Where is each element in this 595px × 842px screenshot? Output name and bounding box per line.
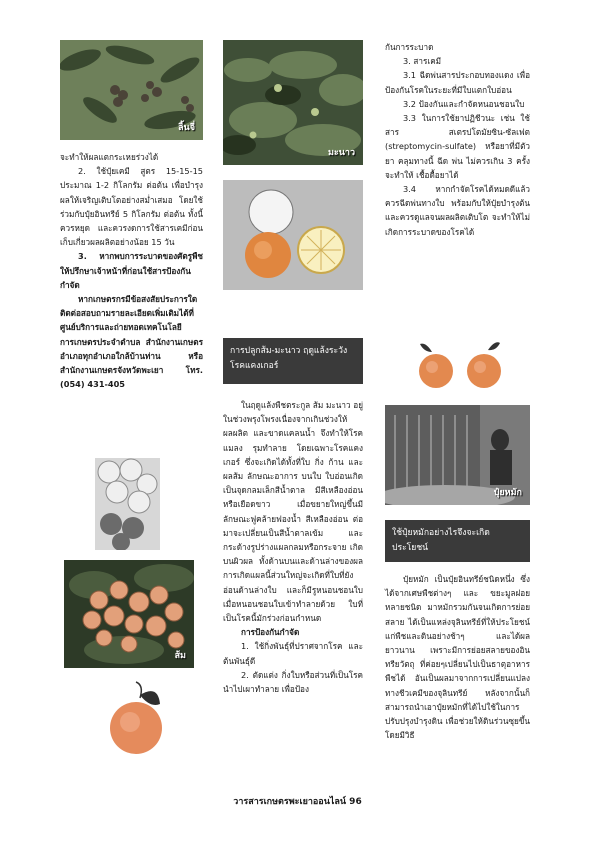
paragraph: 1. ใช้กิ่งพันธุ์ที่ปราศจากโรค และต้นพันธุ์ดี (223, 641, 363, 666)
paragraph: 3.3 ในการใช้ยาปฏิชีวนะ เช่น ใช้สาร สเตรปโตมัยซิน-ซัลเฟต (streptomycin-sulfate) หรือยาที่มีตัวยา คลุมทางนี้ ฉีด พ่น ไม่ควรเกิน 3 ครั้ง จะทำให้ เชื้อดื้อยาได้ (385, 113, 530, 180)
column-3-text-top (385, 40, 530, 239)
lime-plant-photo (223, 40, 363, 165)
orange-caption: ส้ม (174, 651, 186, 661)
paragraph: 3. สารเคมี (403, 56, 442, 67)
paragraph: 3. หากพบการระบาดของศัตรูพืช ให้ปรึกษาเจ้าหน้าที่ก่อนใช้สารป้องกันกำจัด (60, 251, 203, 290)
paragraph: จะทำให้ผลแตกระเหยร่วงได้ (60, 152, 159, 162)
lychee-caption: ลิ้นจี่ (178, 123, 195, 133)
paragraph: ในฤดูแล้งพืชตระกูล ส้ม มะนาว อยู่ในช่วงพรุงโพรงเนื่องจากเกินช่วงให้ผลผลิต และขาดแคลนน้ำ จึงทำให้โรค แมลง รุมทำลาย โดยเฉพาะโรคแคงเกอร์ ซึ่งจะเกิดได้ทั้งที่ใบ กิ่ง ก้าน และผลส้ม ลักษณะอาการ บนใบ ใบอ่อนเกิดเป็นจุดกลมเล็กสีน้ำตาล มีสีเหลืองอ่อนหรือเยือดขาว เมื่อขยายใหญ่ขึ้นมีลักษณะฟูคล้ายฟองน้ำ สีเหลืองอ่อน ต่อมาจะเปลี่ยนเป็นสีน้ำตาลเข้ม และกระด้างรูปร่างแผลกลมหรือกระจาย เกิดบนผิวผล ทั้งด้านบนและด้านล่างของผล การเกิดแผลนี้ส่วนใหญ่จะเกิดที่ใบที่ยังอ่อนด้านล่างใบ และก็มีรูหนอนชอนใบ เมื่อหนอนชอนใบเข้าทำลายด้วย ใบที่เป็นโรคนี้มักร่วงก่อนกำหนด (223, 400, 363, 624)
paragraph: 3.2 ป้องกันและกำจัดหนอนชอนใบ (403, 98, 525, 109)
lime-fruit-photo (223, 180, 363, 290)
paragraph: กันการระบาด (385, 42, 434, 52)
two-oranges-photo (410, 338, 510, 393)
lime-caption: มะนาว (327, 148, 355, 158)
single-orange-photo (100, 680, 175, 760)
orange-tree-photo (64, 560, 194, 668)
fruit-cluster-photo (95, 458, 160, 550)
section-banner-citrus: การปลูกส้ม-มะนาว ฤดูแล้งระวังโรคแคงเกอร์ (223, 338, 363, 384)
paragraph: 2. ใช้ปุ๋ยเคมี สูตร 15-15-15 ประมาณ 1-2 กิโลกรัม ต่อต้น เพื่อบำรุงผลให้เจริญเติบโตอย่างสม่ำเสมอ โดยใช้ร่วมกับปุ๋ยอินทรีย์ 5 กิโลกรัม ต่อต้น ทั้งนี้ ควรหยุด และควรงดการใช้สารเคมีก่อนเก็บเกี่ยวผลผลิตอย่างน้อย 15 วัน (60, 166, 203, 248)
column-2-text (223, 398, 363, 696)
page-footer: วารสารเกษตรพะเยาออนไลน์ 96 (233, 797, 362, 807)
compost-photo (385, 405, 530, 505)
lychee-photo (60, 40, 203, 140)
column-3-text-bottom (385, 572, 530, 742)
paragraph: 2. ตัดแต่ง กิ่งใบหรือส่วนที่เป็นโรคนำไปเผาทำลาย เพื่อป้อง (223, 669, 363, 695)
paragraph: 3.4 หากกำจัดโรคได้หมดดีแล้ว ควรฉีดพ่นทางใบ พร้อมกับให้ปุ๋ยบำรุงต้น และควรดูแลจนผลผลิตเติบโต จะทำให้ไม่เกิดการระบาดของโรคได้ (385, 184, 530, 237)
section-banner-compost: ใช้ปุ๋ยหมักอย่างไรจึงจะเกิดประโยชน์ (385, 520, 530, 562)
paragraph: ปุ๋ยหมัก เป็นปุ๋ยอินทรีย์ชนิดหนึ่ง ซึ่งได้จากเศษพืชต่างๆ และ ขยะมูลฝอยหลายชนิด มาหมักรวมกันจนเกิดการย่อยสลาย ได้เป็นแหล่งจุลินทรีย์ที่ให้ประโยชน์แก่พืชและดินอย่างช้าๆ และได้ผลยาวนาน เพราะมีการย่อยสลายของอินทรียวัตถุ ที่ค่อยๆเปลี่ยนไปเป็นธาตุอาหารพืชได้ อันเป็นผลมาจากการเปลี่ยนแปลงทางชีวเคมีของจุลินทรีย์ หลังจากนั้นก็สามารถนำเอาปุ๋ยหมักที่ได้ไปใช้ในการปรับปรุงบำรุงดิน เพื่อช่วยให้ดินร่วนซุยขึ้น โดยมีวิธี (385, 574, 530, 741)
column-1-text (60, 150, 203, 391)
paragraph: 3.1 ฉีดพ่นสารประกอบทองแดง เพื่อป้องกันโรคในระยะที่มีใบแตกใบอ่อน (385, 70, 530, 95)
subheading: การป้องกันกำจัด (241, 627, 300, 638)
compost-caption: ปุ๋ยหมัก (493, 488, 522, 498)
contact-paragraph: หากเกษตรกรมีข้อสงสัยประการใดติดต่อสอบถามรายละเอียดเพิ่มเติมได้ที่ ศูนย์บริการและถ่ายทอดเทคโนโลยีการเกษตรประจำตำบล สำนักงานเกษตรอำเภอทุกอำเภอใกล้บ้านท่าน หรือสำนักงานเกษตรจังหวัดพะเยา โทร. (054) 431-405 (60, 294, 203, 390)
